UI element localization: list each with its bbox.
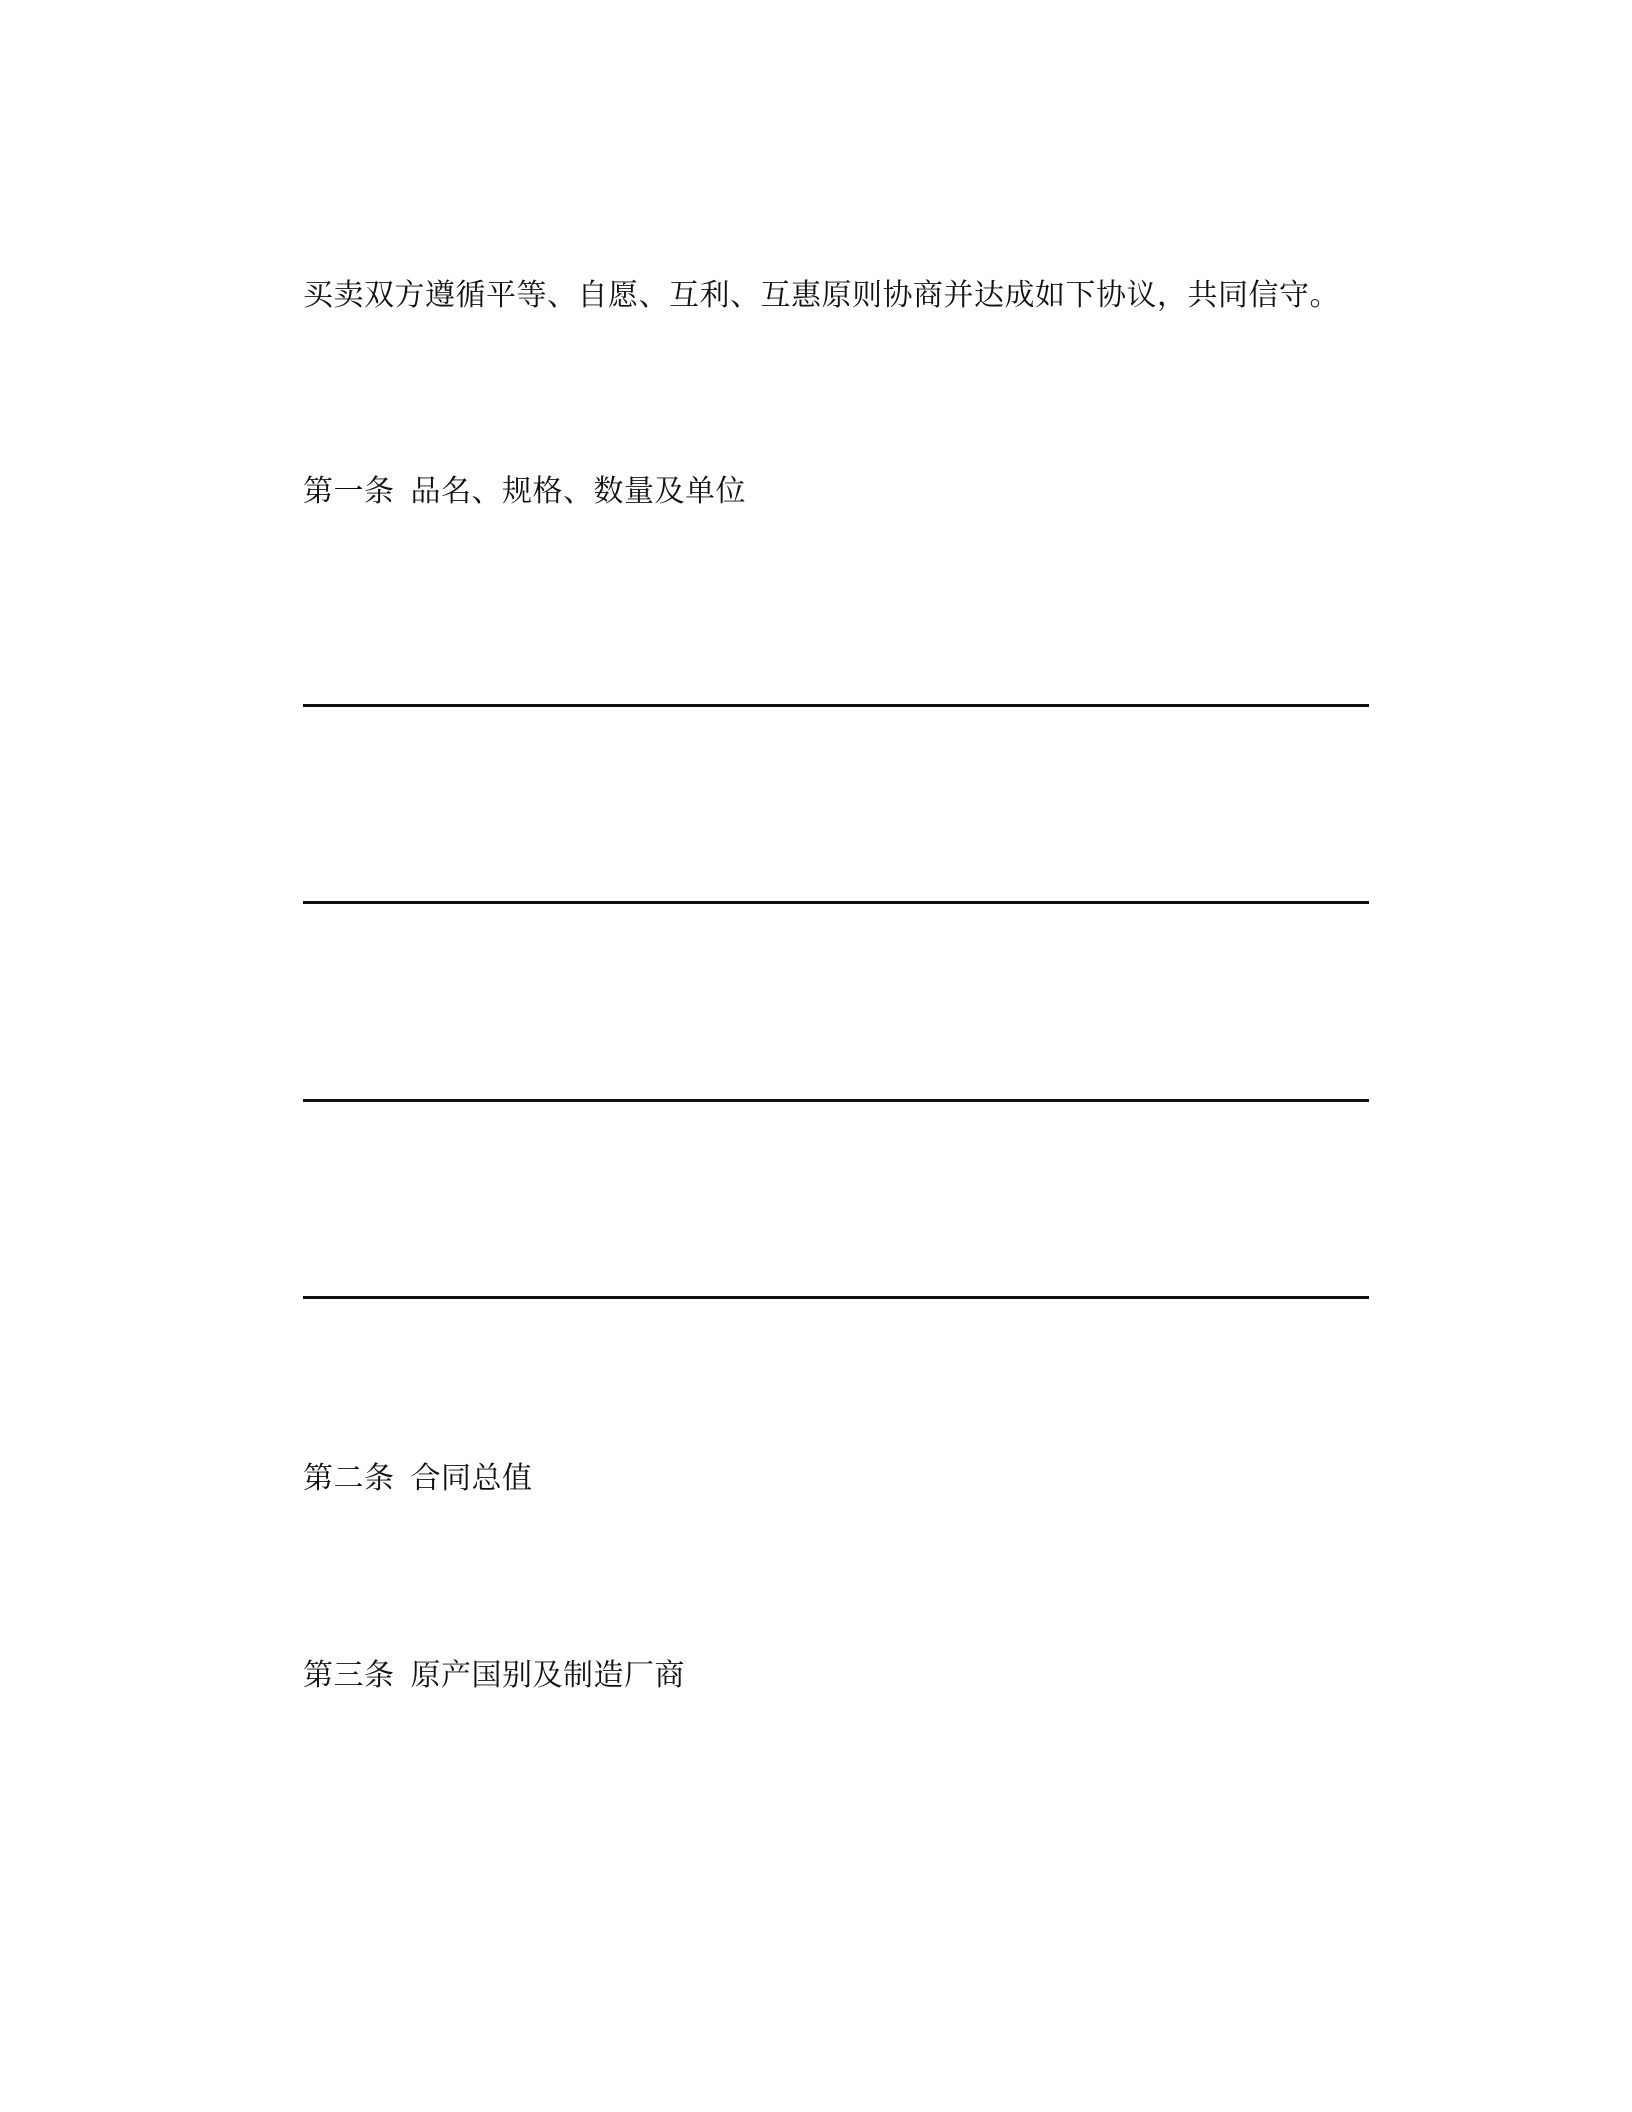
article-1-heading <box>303 472 746 512</box>
article-2-title: 合同总值 <box>410 1461 533 1496</box>
article-2-number: 第二条 <box>303 1461 395 1496</box>
fill-in-blank-line <box>303 704 1369 707</box>
article-1-title: 品名、规格、数量及单位 <box>410 474 746 509</box>
article-1-number: 第一条 <box>303 474 395 509</box>
article-2-heading <box>303 1459 533 1499</box>
fill-in-blank-line <box>303 1296 1369 1299</box>
article-3-number: 第三条 <box>303 1658 395 1693</box>
intro-paragraph: 买卖双方遵循平等、自愿、互利、互惠原则协商并达成如下协议，共同信守。 <box>303 278 1340 313</box>
fill-in-blank-line <box>303 901 1369 904</box>
fill-in-blank-line <box>303 1099 1369 1102</box>
article-3-title: 原产国别及制造厂商 <box>410 1658 685 1693</box>
article-3-heading <box>303 1656 685 1696</box>
